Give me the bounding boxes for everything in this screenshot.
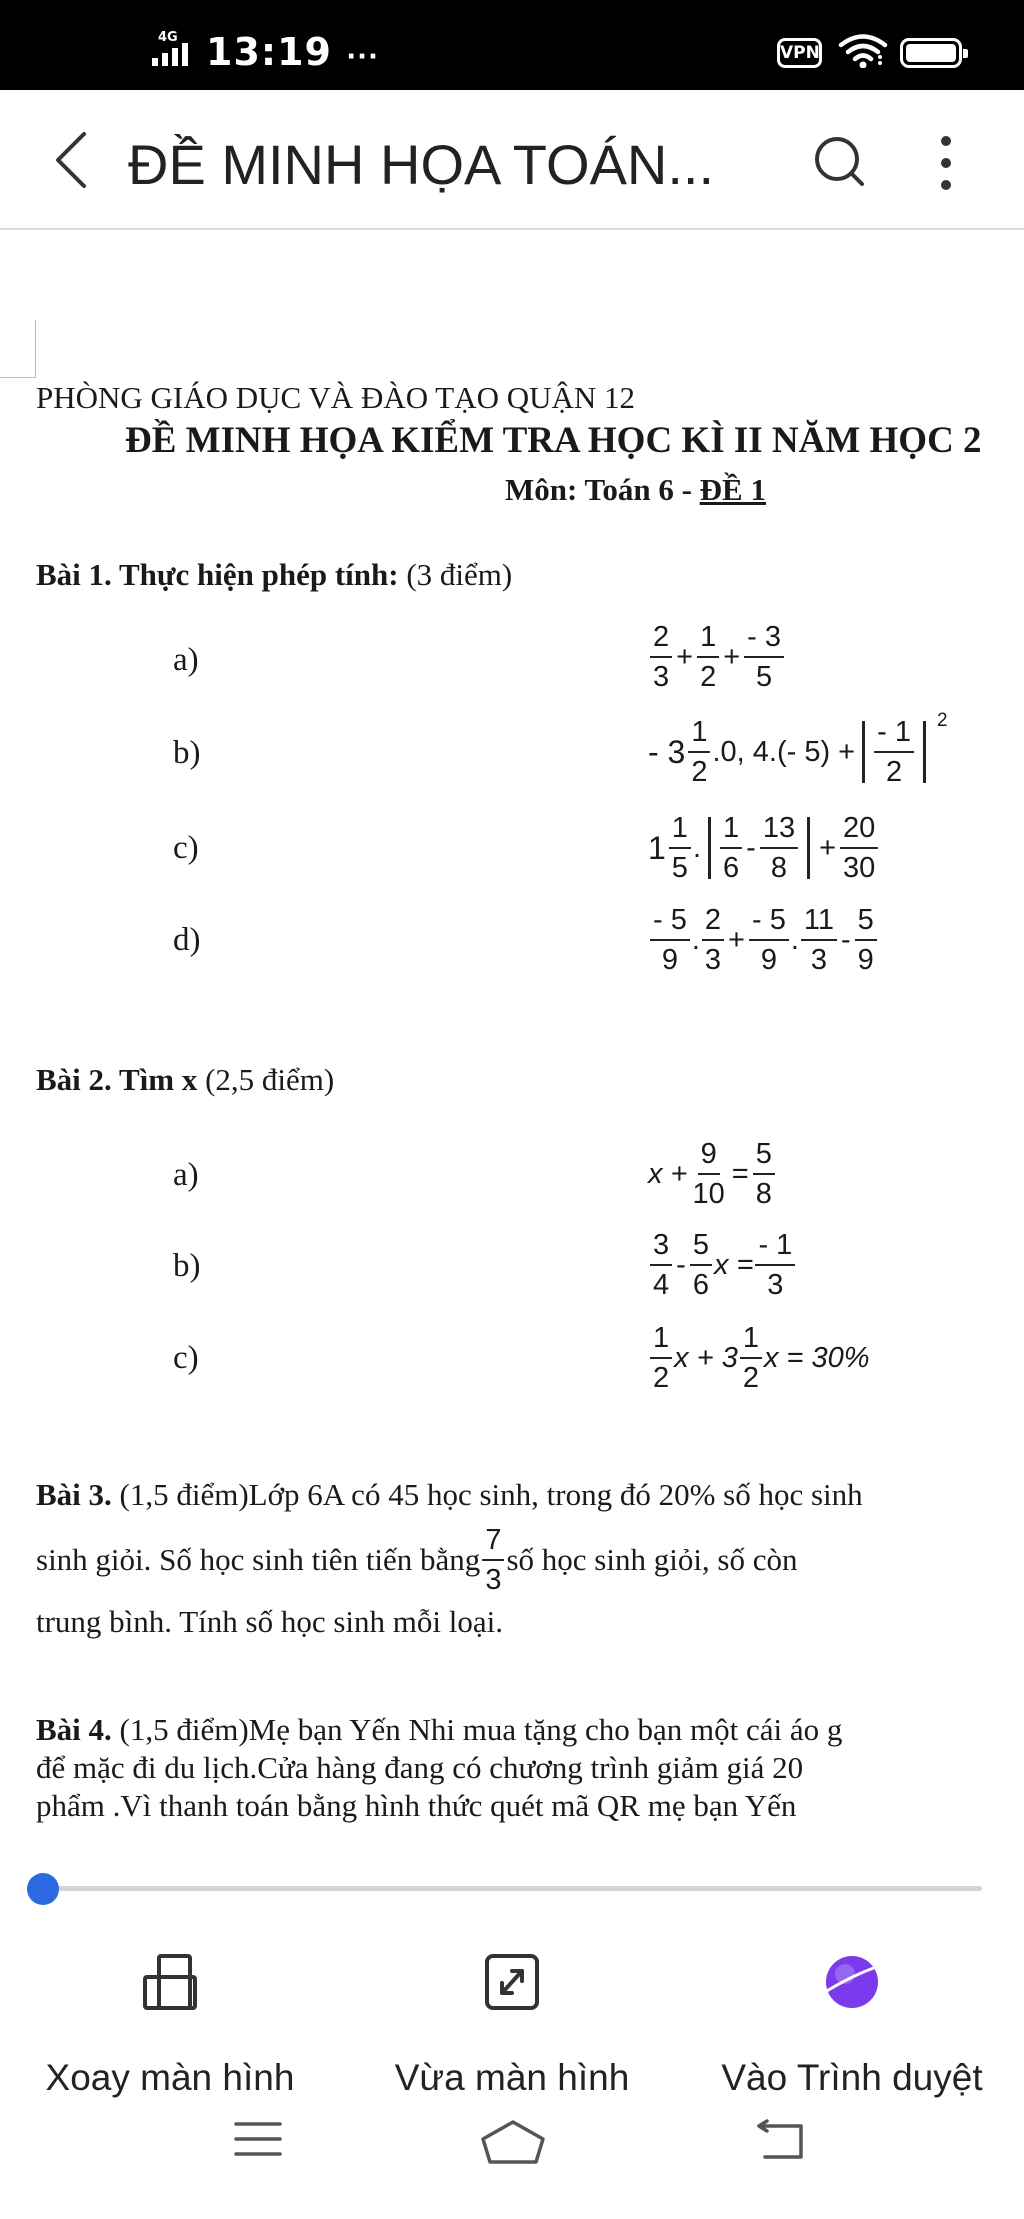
document-page[interactable] <box>0 232 1024 1829</box>
bottom-controls <box>0 1829 1024 2219</box>
page-progress-track[interactable] <box>46 1886 982 1891</box>
back-arrow-icon[interactable] <box>52 130 88 190</box>
signal-icon <box>152 30 198 66</box>
rotate-screen-icon <box>142 1953 198 2011</box>
vpn-badge: VPN <box>777 38 822 68</box>
status-time: 13:19 ··· <box>206 30 379 74</box>
bai2-c-label: c) <box>173 1340 199 1376</box>
bai3-line-2: sinh giỏi. Số học sinh tiên tiến bằng 7 3 số học sinh giỏi, số còn <box>36 1521 1024 1599</box>
page-corner-mark <box>0 320 36 378</box>
page-progress-knob[interactable] <box>27 1873 59 1905</box>
wifi-icon <box>838 34 888 68</box>
bai2-b-expression: 3 4 - 5 6 x = $\frac{- 1}{3}$ <box>648 1215 797 1315</box>
subject-line: Môn: Toán 6 - ĐỀ 1 <box>505 472 766 507</box>
battery-icon <box>900 38 962 68</box>
back-nav-icon[interactable] <box>755 2119 807 2161</box>
bai1-a-expression: 2 3 + $\frac{1}{2}$ + $\frac{- 3}{5}$ <box>648 607 786 707</box>
bai2-a-label: a) <box>173 1157 199 1193</box>
bai4-line-3: phẩm .Vì thanh toán bằng hình thức quét mã QR mẹ bạn Yến <box>36 1788 797 1823</box>
fit-screen-icon <box>484 1953 540 2011</box>
status-bar <box>0 0 1024 90</box>
bai3-line-3: trung bình. Tính số học sinh mỗi loại. <box>36 1604 503 1639</box>
search-icon[interactable] <box>812 134 866 188</box>
app-header <box>0 90 1024 230</box>
page-title: ĐỀ MINH HỌA TOÁN... <box>128 133 715 196</box>
bai1-a-label: a) <box>173 642 199 678</box>
bai2-title: Bài 2. Tìm x (2,5 điểm) <box>36 1062 335 1097</box>
bai3-line-1: Bài 3. (1,5 điểm)Lớp 6A có 45 học sinh, trong đó 20% số học sinh <box>36 1477 863 1512</box>
rotate-screen-label: Xoay màn hình <box>45 2057 295 2098</box>
bai1-c-expression: 1 1 5 . 1 6 - 13 8 + $\frac{20}{30}$ <box>648 798 880 898</box>
fit-screen-label: Vừa màn hình <box>394 2057 630 2098</box>
browser-planet-icon <box>819 1953 885 2011</box>
bai4-line-1: Bài 4. (1,5 điểm)Mẹ bạn Yến Nhi mua tặng cho bạn một cái áo g <box>36 1712 843 1747</box>
home-nav-icon[interactable] <box>478 2119 548 2165</box>
exam-code: ĐỀ 1 <box>699 472 766 507</box>
exam-heading: ĐỀ MINH HỌA KIỂM TRA HỌC KÌ II NĂM HỌC 2 <box>125 420 982 461</box>
bai1-title: Bài 1. Thực hiện phép tính: (3 điểm) <box>36 557 513 592</box>
bai1-b-expression: - 3 1 2 .0, 4.(- 5) + - 1 2 2 <box>648 710 948 788</box>
bai2-c-expression: 1 2 x + 3 1 2 x = 30% <box>648 1308 870 1408</box>
network-type: 4G <box>158 30 178 45</box>
bai1-d-label: d) <box>173 922 201 958</box>
bai4-line-2: để mặc đi du lịch.Cửa hàng đang có chương trình giảm giá 20 <box>36 1750 804 1785</box>
menu-nav-icon[interactable] <box>233 2119 283 2159</box>
department-line: PHÒNG GIÁO DỤC VÀ ĐÀO TẠO QUẬN 12 <box>36 380 636 415</box>
bai2-b-label: b) <box>173 1248 201 1284</box>
bai1-c-label: c) <box>173 830 199 866</box>
bai2-a-expression: x + $\frac{9}{10}$ = $\frac{5}{8}$ <box>648 1124 777 1224</box>
open-browser-label: Vào Trình duyệt <box>721 2057 983 2098</box>
more-options-icon[interactable] <box>936 134 956 192</box>
bai1-b-label: b) <box>173 735 201 771</box>
bai1-d-expression: - 5 9 . 2 3 + $\frac{- 5}{9}$ . 11 3 - 5 9 <box>648 890 879 990</box>
status-more: ··· <box>346 42 379 72</box>
